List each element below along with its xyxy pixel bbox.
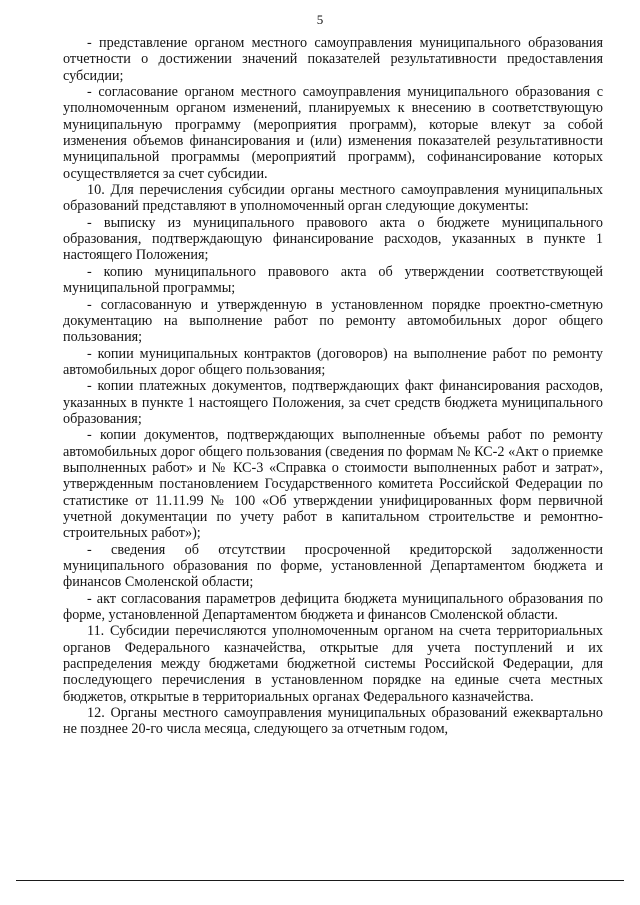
paragraph-item-10: 10. Для перечисления субсидии органы местного самоуправления муниципальных образований представляют в уполномоченный орган следующие документы:	[63, 182, 603, 215]
document-body	[63, 35, 603, 738]
paragraph-design-documentation: - согласованную и утвержденную в установленном порядке проектно-сметную документацию на выполнение работ по ремонту автомобильных дорог общего пользования;	[63, 296, 603, 346]
paragraph-program-act-copy: - копию муниципального правового акта об утверждении соответствующей муниципальной программы;	[63, 263, 603, 297]
paragraph-reporting: - представление органом местного самоуправления муниципального образования отчетности о достижении значений показателей результативности предоставления субсидии;	[63, 35, 603, 84]
paragraph-no-overdue-debt: - сведения об отсутствии просроченной кредиторской задолженности муниципального образования по форме, установленной Департаментом бюджета и финансов Смоленской области;	[63, 541, 603, 591]
paragraph-item-12: 12. Органы местного самоуправления муниципальных образований ежеквартально не позднее 20-го числа месяца, следующего за отчетным годом,	[63, 705, 603, 738]
paragraph-budget-extract: - выписку из муниципального правового акта о бюджете муниципального образования, подтверждающую финансирование расходов, указанных в пункте 1 настоящего Положения;	[63, 214, 603, 264]
paragraph-deficit-act: - акт согласования параметров дефицита бюджета муниципального образования по форме, установленной Департаментом бюджета и финансов Смоленской области.	[63, 590, 603, 624]
paragraph-payment-documents: - копии платежных документов, подтверждающих факт финансирования расходов, указанных в пункте 1 настоящего Положения, за счет средств бюджета муниципального образования;	[63, 378, 603, 427]
page-number: 5	[316, 12, 324, 27]
paragraph-program-changes: - согласование органом местного самоуправления муниципального образования с уполномоченным органом изменений, планируемых к внесению в соответствующую муниципальную программу (мероприятия программ), которые влекут за собой изменения объемов финансирования и (или) изменения показателей результативности муниципальной программы (мероприятий программ), софинансирование которых осуществляется за счет субсидии.	[63, 84, 603, 182]
paragraph-item-11: 11. Субсидии перечисляются уполномоченным органом на счета территориальных органов Федерального казначейства, открытые для учета поступлений и их распределения между бюджетами бюджетной системы Российской Федерации, для последующего перечисления в установленном порядке на единые счета местных бюджетов, открытые в территориальных органах Федерального казначейства.	[63, 623, 603, 705]
paragraph-contracts-copies: - копии муниципальных контрактов (договоров) на выполнение работ по ремонту автомобильных дорог общего пользования;	[63, 345, 603, 378]
footer-rule	[16, 880, 624, 881]
paragraph-work-volume-documents: - копии документов, подтверждающих выполненные объемы работ по ремонту автомобильных дорог общего пользования (сведения по формам № КС-2 «Акт о приемке выполненных работ» и № КС-3 «Справка о стоимости выполненных работ и затрат», утвержденным постановлением Государственного комитета Российской Федерации по статистике от 11.11.99 № 100 «Об утверждении унифицированных форм первичной учетной документации по учету работ в капитальном строительстве и ремонтно-строительных работ»);	[63, 427, 603, 542]
